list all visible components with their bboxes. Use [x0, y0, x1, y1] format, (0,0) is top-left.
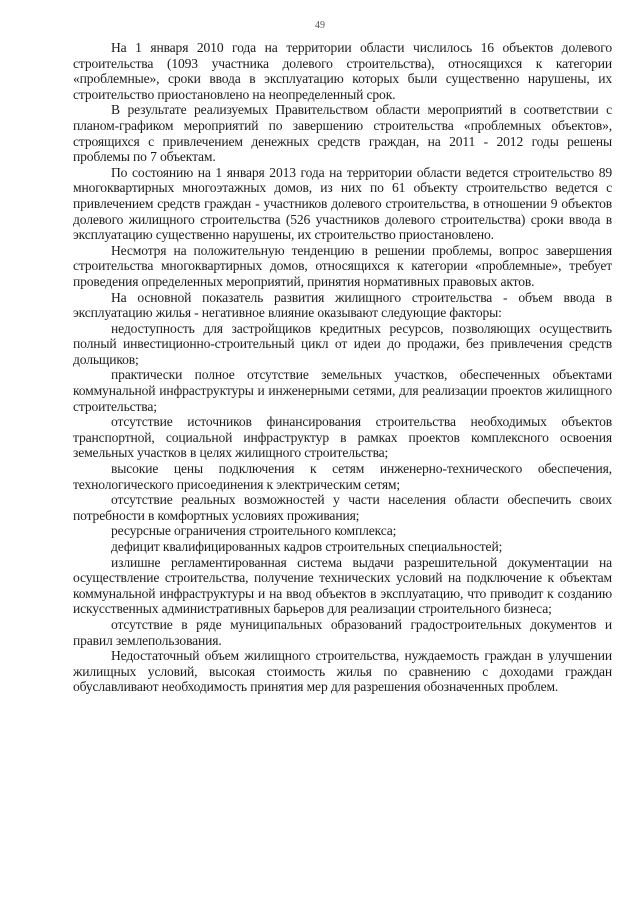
factor-population-means: отсутствие реальных возможностей у части населения области обеспечить своих потребности в комфортных условиях проживания;	[73, 492, 612, 523]
paragraph-conclusion: Недостаточный объем жилищного строительства, нуждаемость граждан в улучшении жилищных условий, высокая стоимость жилья по сравнению с доходами граждан обуславливают необходимость принятия мер для разрешения обозначенных проблем.	[73, 648, 612, 695]
factor-resource-limits: ресурсные ограничения строительного комплекса;	[111, 523, 397, 539]
factor-permit-system: излишне регламентированная система выдачи разрешительной документации на осуществление строительства, получение технических условий на подключение к объектам коммунальной инфраструктуры и на ввод объектов в эксплуатацию, что приводит к созданию искусственных административных барьеров для реализации строительного бизнеса;	[73, 554, 612, 617]
document-body	[73, 40, 612, 695]
page-number: 49	[315, 20, 325, 31]
factor-staff-deficit: дефицит квалифицированных кадров строительных специальностей;	[111, 539, 503, 554]
factor-urban-planning-docs: отсутствие в ряде муниципальных образований градостроительных документов и правил землепользования.	[73, 616, 612, 648]
factor-connection-prices: высокие цены подключения к сетям инженерно-технического обеспечения, технологического присоединения к электрическим сетям;	[73, 461, 612, 492]
paragraph-positive-trend: Несмотря на положительную тенденцию в решении проблемы, вопрос завершения строительства многоквартирных домов, относящихся к категории «проблемные», требует проведения определенных мероприятий, принятия нормативных правовых актов.	[73, 242, 612, 289]
paragraph-problem-objects-2010: На 1 января 2010 года на территории области числилось 16 объектов долевого строительства (1093 участника долевого строительства), относящихся к категории «проблемные», сроки ввода в эксплуатацию которых были существенно нарушены, их строительство приостановлено на неопределенный срок.	[73, 40, 612, 102]
factor-land-plots: практически полное отсутствие земельных участков, обеспеченных объектами коммунальной инфраструктуры и инженерными сетями, для реализации проектов жилищного строительства;	[73, 367, 612, 414]
factor-credit-resources: недоступность для застройщиков кредитных ресурсов, позволяющих осуществить полный инвестиционно-строительный цикл от идеи до продажи, без привлечения средств дольщиков;	[73, 320, 612, 367]
paragraph-government-measures: В результате реализуемых Правительством области мероприятий в соответствии с планом-графиком мероприятий по завершению строительства «проблемных объектов», строящихся с привлечением денежных средств граждан, на 2011 - 2012 годы решены проблемы по 7 объектам.	[73, 102, 612, 165]
factor-financing-sources: отсутствие источников финансирования строительства необходимых объектов транспортной, социальной инфраструктур в рамках проектов комплексного освоения земельных участков в целях жилищного строительства;	[73, 414, 612, 461]
paragraph-status-2013: По состоянию на 1 января 2013 года на территории области ведется строительство 89 многоквартирных многоэтажных домов, из них по 61 объекту строительство ведется с привлечением средств граждан - участников долевого строительства, в отношении 9 объектов долевого жилищного строительства (526 участников долевого строительства) сроки ввода в эксплуатацию существенно нарушены, их строительство приостановлено.	[73, 164, 612, 243]
paragraph-negative-factors-intro: На основной показатель развития жилищного строительства - объем ввода в эксплуатацию жилья - негативное влияние оказывают следующие факторы:	[73, 289, 612, 321]
